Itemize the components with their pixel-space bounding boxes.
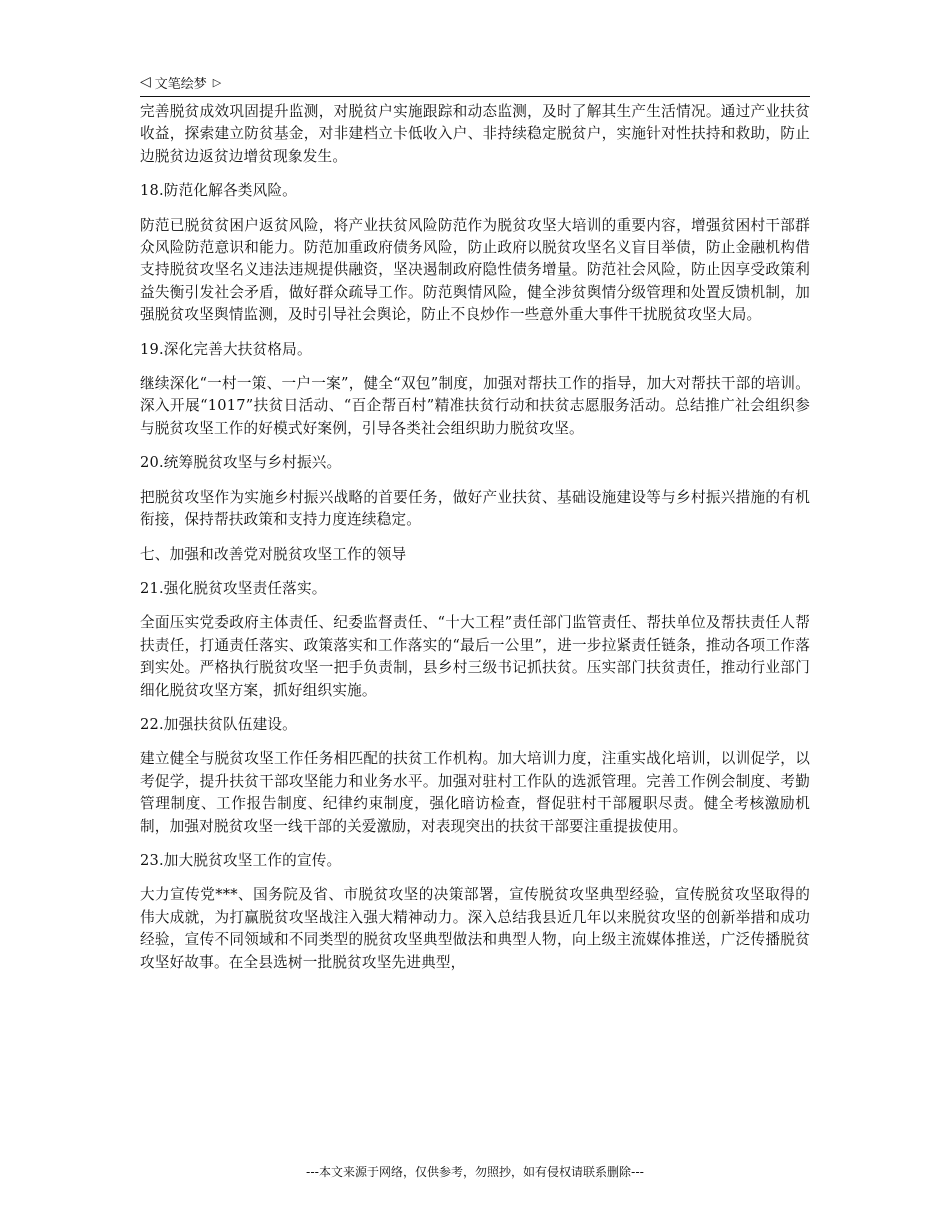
section-heading-18: 18.防范化解各类风险。 (140, 182, 297, 200)
paragraph-22: 建立健全与脱贫攻坚工作任务相匹配的扶贫工作机构。加大培训力度，注重实战化培训，以训促学，以考促学，提升扶贫干部攻坚能力和业务水平。加强对驻村工作队的选派管理。完善工作例会制度、考勤管理制度、工作报告制度、纪律约束制度，强化暗访检查，督促驻村干部履职尽责。健全考核激励机制，加强对脱贫攻坚一线干部的关爱激励，对表现突出的扶贫干部要注重提拔使用。 (140, 750, 810, 835)
header-title: 文笔绘梦 (154, 76, 207, 92)
section-heading-20: 20.统筹脱贫攻坚与乡村振兴。 (140, 454, 342, 472)
section-heading-21: 21.强化脱贫攻坚责任落实。 (140, 579, 327, 597)
paragraph-20: 把脱贫攻坚作为实施乡村振兴战略的首要任务，做好产业扶贫、基础设施建设等与乡村振兴措施的有机衔接，保持帮扶政策和支持力度连续稳定。 (140, 488, 810, 529)
paragraph-23: 大力宣传党***、国务院及省、市脱贫攻坚的决策部署，宣传脱贫攻坚典型经验，宣传脱贫攻坚取得的伟大成就，为打赢脱贫攻坚战注入强大精神动力。深入总结我县近几年以来脱贫攻坚的创新举措和成功经验，宣传不同领域和不同类型的脱贫攻坚典型做法和典型人物，向上级主流媒体推送，广泛传播脱贫攻坚好故事。在全县选树一批脱贫攻坚先进典型， (140, 886, 810, 971)
document-page (140, 70, 810, 974)
paragraph-18: 防范已脱贫贫困户返贫风险，将产业扶贫风险防范作为脱贫攻坚大培训的重要内容，增强贫困村干部群众风险防范意识和能力。防范加重政府债务风险，防止政府以脱贫攻坚名义盲目举债，防止金融机构借支持脱贫攻坚名义违法违规提供融资，坚决遏制政府隐性债务增量。防范社会风险，防止因享受政策利益失衡引发社会矛盾，做好群众疏导工作。防范舆情风险，健全涉贫舆情分级管理和处置反馈机制，加强脱贫攻坚舆情监测，及时引导社会舆论，防止不良炒作一些意外重大事件干扰脱贫攻坚大局。 (140, 216, 810, 324)
triangle-left-icon: ◁ (140, 74, 151, 90)
chapter-heading-7: 七、加强和改善党对脱贫攻坚工作的领导 (140, 545, 407, 563)
section-heading-19: 19.深化完善大扶贫格局。 (140, 340, 312, 358)
section-heading-22: 22.加强扶贫队伍建设。 (140, 715, 297, 733)
paragraph-intro: 完善脱贫成效巩固提升监测，对脱贫户实施跟踪和动态监测，及时了解其生产生活情况。通过产业扶贫收益，探索建立防贫基金，对非建档立卡低收入户、非持续稳定脱贫户，实施针对性扶持和救助，防止边脱贫边返贫边增贫现象发生。 (140, 103, 810, 165)
triangle-right-icon: ▷ (212, 75, 222, 89)
page-footer: ---本文来源于网络，仅供参考，勿照抄，如有侵权请联系删除--- (306, 1165, 644, 1179)
paragraph-21: 全面压实党委政府主体责任、纪委监督责任、“十大工程”责任部门监管责任、帮扶单位及帮扶责任人帮扶责任，打通责任落实、政策落实和工作落实的“最后一公里”，进一步拉紧责任链条，推动各项工作落到实处。严格执行脱贫攻坚一把手负责制，县乡村三级书记抓扶贫。压实部门扶贫责任，推动行业部门细化脱贫攻坚方案，抓好组织实施。 (140, 614, 810, 699)
section-heading-23: 23.加大脱贫攻坚工作的宣传。 (140, 851, 342, 869)
document-body (140, 101, 810, 974)
page-header (140, 70, 810, 97)
paragraph-19: 继续深化“一村一策、一户一案”，健全“双包”制度，加强对帮扶工作的指导，加大对帮扶干部的培训。深入开展“1017”扶贫日活动、“百企帮百村”精准扶贫行动和扶贫志愿服务活动。总结推广社会组织参与脱贫攻坚工作的好模式好案例，引导各类社会组织助力脱贫攻坚。 (140, 375, 810, 437)
